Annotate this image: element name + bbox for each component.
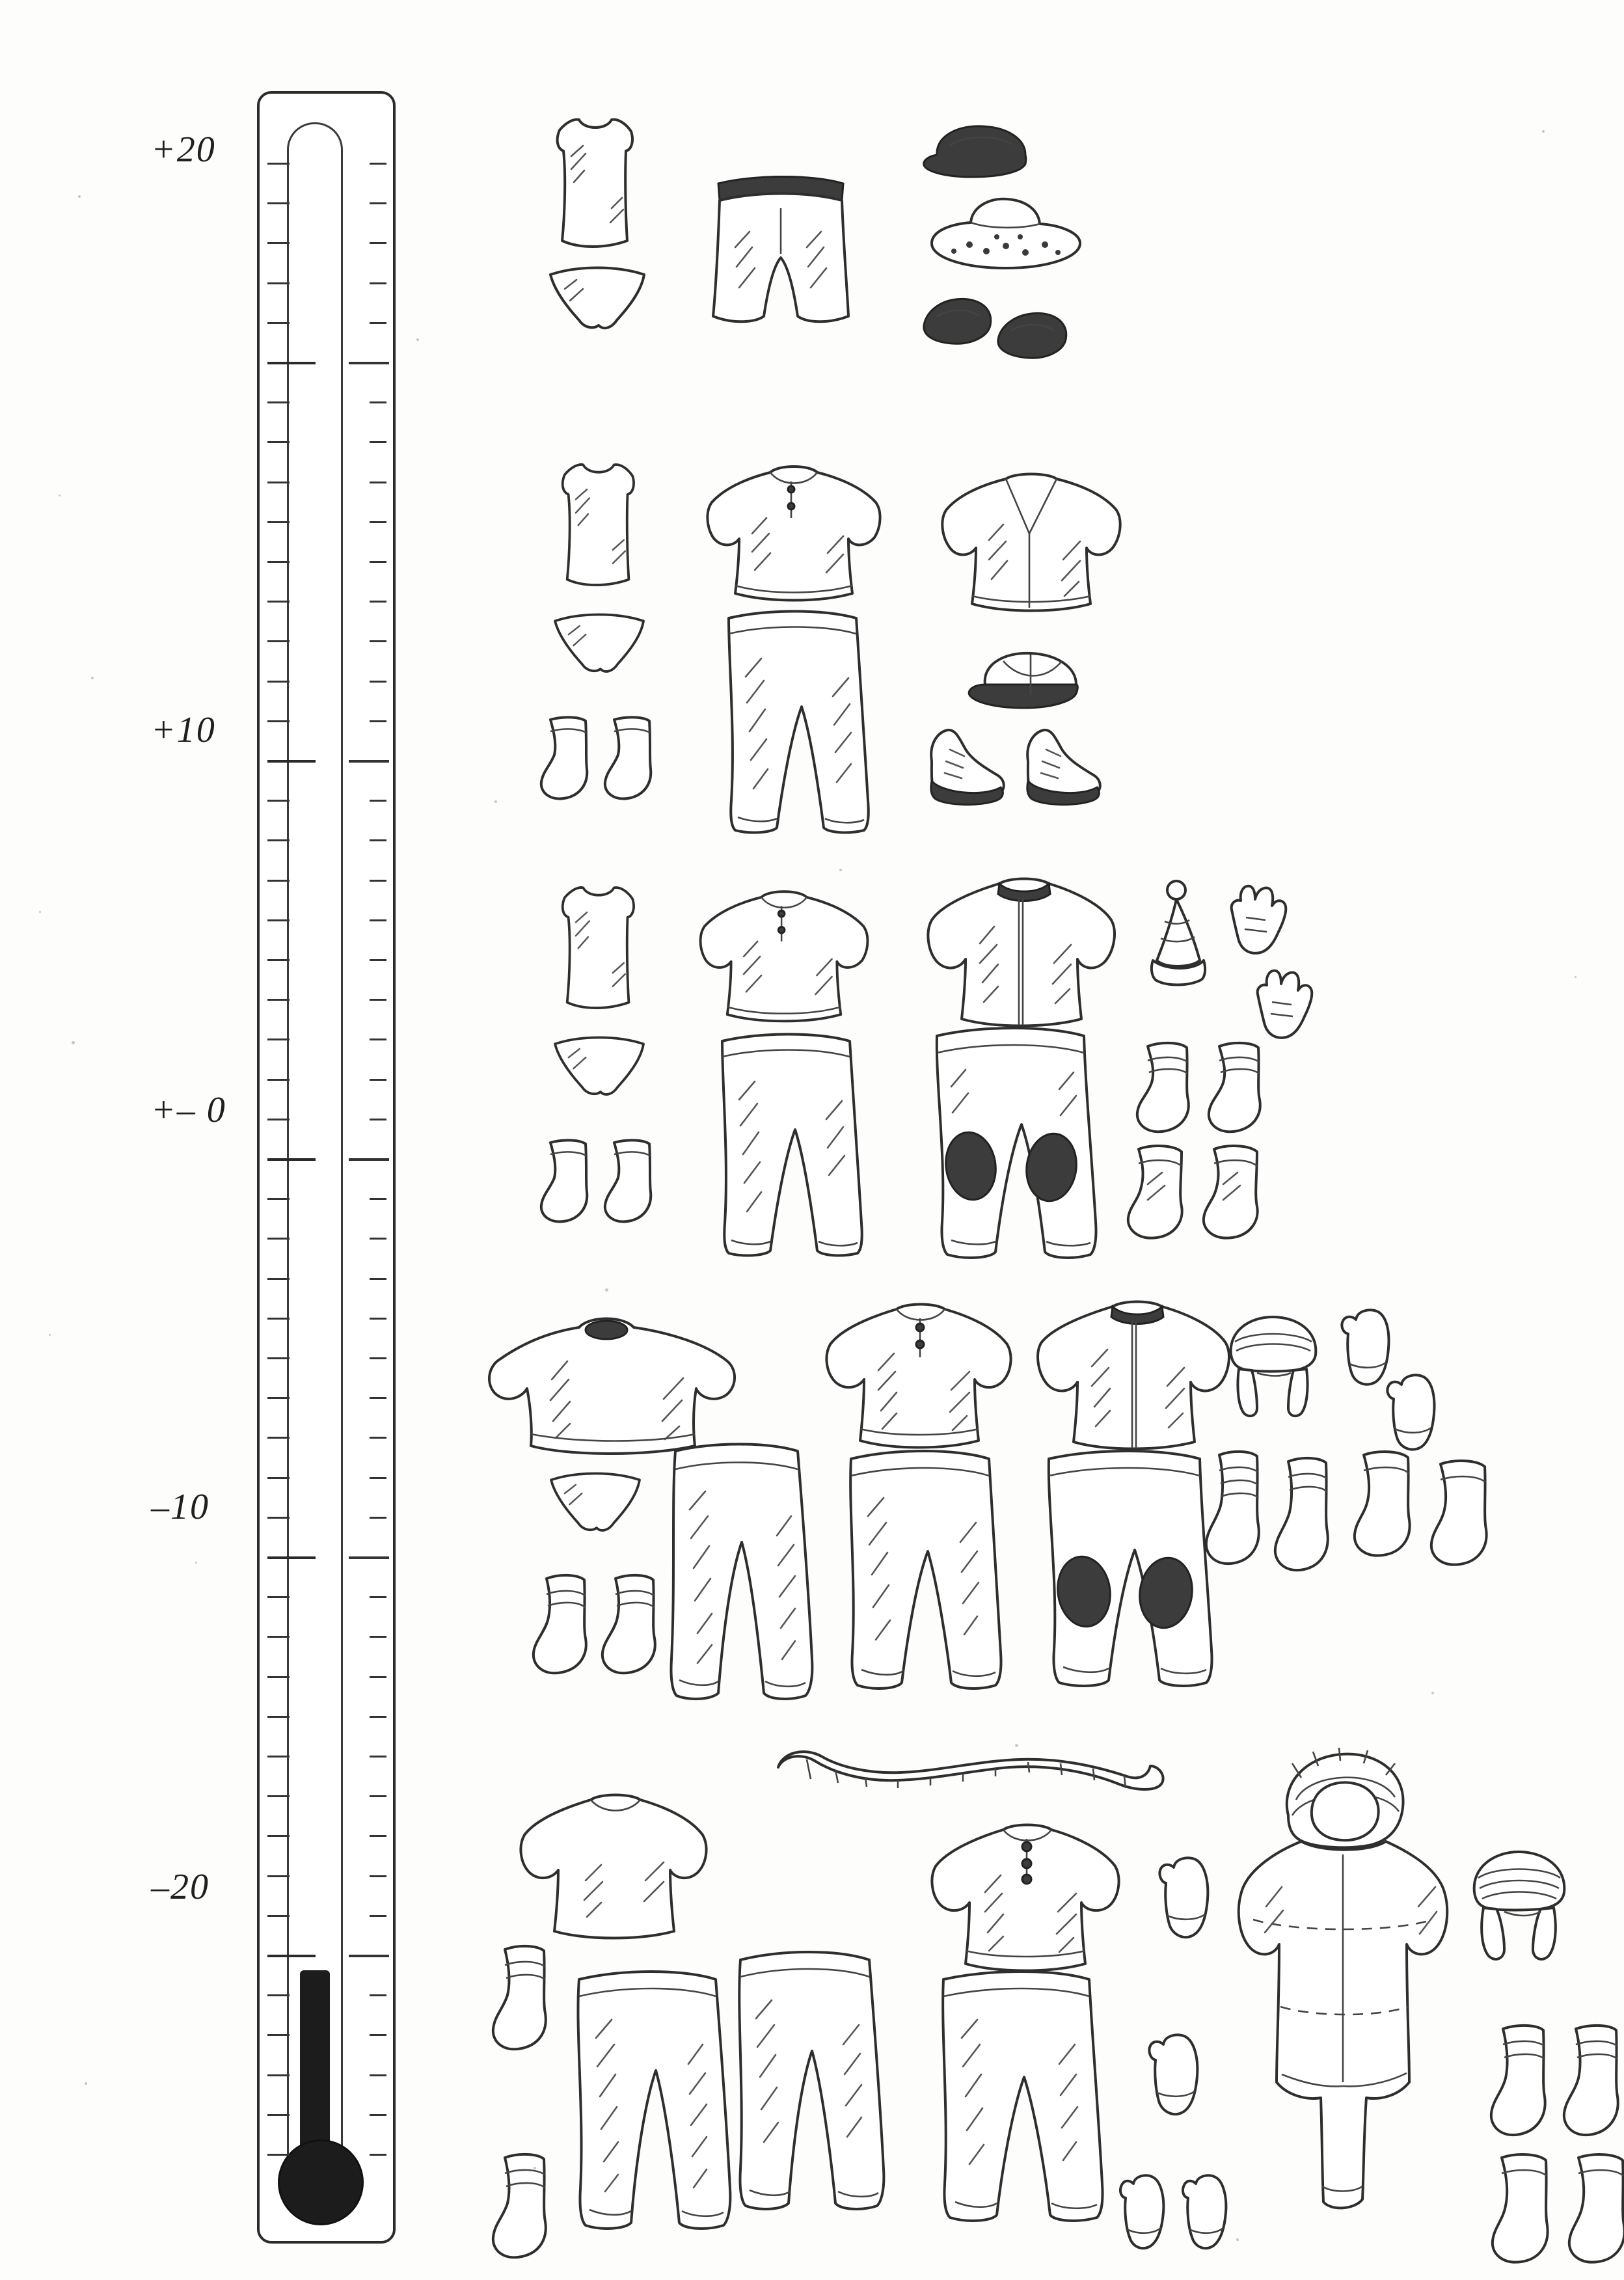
fleece-trousers [924,1965,1113,2238]
scale-tick-minor [267,1357,290,1359]
scale-tick-minor [267,601,290,603]
scale-tick-minor-right [370,1517,386,1519]
underpants [544,1028,655,1113]
wool-socks [1126,1035,1282,1145]
scale-tick-minor-right [370,1795,386,1797]
clothing-row-plus10 [468,455,1588,859]
scale-tick-minor-right [370,202,386,204]
scale-tick-minor [267,1676,290,1678]
scale-tick-minor [267,1636,290,1638]
scale-tick-minor-right [370,1397,386,1399]
scale-tick-minor [267,441,290,443]
paper-speck [72,1041,75,1044]
scale-tick-minor-right [370,1596,386,1598]
scale-tick-minor [267,1994,290,1996]
thermometer-label-zero: +– 0 [151,1090,226,1130]
scale-tick-minor [267,2074,290,2076]
tank-top [540,455,657,599]
paper-speck [195,1562,197,1564]
scale-tick-minor [267,202,290,204]
scale-tick-minor-right [370,1676,386,1678]
clothing-row-minus20 [468,1744,1588,2258]
thermometer-label-plus10: +10 [151,710,216,750]
underpants [540,1464,651,1549]
scale-tick-minor [267,561,290,563]
scale-tick-minor-right [370,1198,386,1200]
wool-socks [1197,1445,1353,1575]
cardigan [924,462,1139,625]
paper-speck [534,2167,536,2169]
scale-tick-minor-right [370,441,386,443]
paper-speck [1236,2238,1239,2241]
clothing-row-minus10 [468,1295,1588,1737]
scale-tick-minor [267,401,290,403]
scale-tick-minor-right [370,1716,386,1718]
scale-tick-minor [267,1835,290,1837]
scale-tick-minor [267,959,290,961]
scale-tick-major-right [349,760,389,763]
scale-tick-minor [267,1875,290,1877]
scale-tick-minor [267,1198,290,1200]
scale-tick-minor-right [370,1038,386,1040]
scale-tick-minor [267,1915,290,1917]
scale-tick-minor [267,640,290,642]
scale-tick-minor-right [370,1994,386,1996]
paper-speck [1015,1744,1018,1747]
thermometer-label-plus20: +20 [151,129,216,170]
scale-tick-minor [267,880,290,882]
scale-tick-minor-right [370,1636,386,1638]
scale-tick-minor [267,1596,290,1598]
paper-speck [91,677,94,679]
sun-hat [924,189,1087,280]
scale-tick-minor-right [370,1079,386,1081]
paper-speck [1431,1692,1434,1694]
scale-tick-minor [267,2114,290,2116]
scale-tick-minor-right [370,1835,386,1837]
scale-tick-minor-right [370,919,386,921]
snowsuit [1204,1744,1477,2251]
scale-tick-minor-right [370,322,386,324]
cap-dark [917,117,1041,189]
scale-tick-minor-right [370,1238,386,1240]
paper-speck [494,800,497,803]
tank-top [534,111,657,260]
scale-tick-major-right [349,362,389,364]
scale-tick-minor-right [370,640,386,642]
overall-trousers [1028,1445,1223,1705]
fleece-trousers [833,1445,1008,1705]
fur-hat [1210,1308,1334,1425]
scale-tick-minor [267,322,290,324]
scale-tick-minor-right [370,163,386,165]
long-sleeve-shirt [683,878,885,1035]
scale-tick-minor [267,1477,290,1479]
mittens [1379,1366,1451,1458]
scale-tick-minor [267,242,290,244]
underpants [544,605,655,690]
scale-tick-minor [267,919,290,921]
scale-tick-minor-right [370,242,386,244]
scale-tick-minor-right [370,2034,386,2036]
scale-tick-minor [267,720,290,722]
scale-tick-major [267,362,316,364]
scale-tick-minor-right [370,282,386,284]
socks [531,709,674,813]
scale-tick-minor-right [370,1875,386,1877]
scale-tick-minor-right [370,720,386,722]
scale-tick-minor-right [370,839,386,841]
paper-speck [839,869,842,871]
thermometer-tube [287,122,343,2159]
scale-tick-minor-right [370,561,386,563]
undershirt [508,1783,729,1946]
scale-tick-minor-right [370,800,386,802]
wool-trousers [722,1946,891,2225]
scale-tick-minor [267,1079,290,1081]
scale-tick-minor [267,163,290,165]
scale-tick-minor [267,800,290,802]
paper-speck [1575,976,1577,978]
scale-tick-major-right [349,1158,389,1161]
scale-tick-major [267,1955,316,1957]
long-johns [657,1438,820,1718]
scale-tick-minor [267,839,290,841]
scale-tick-minor [267,1397,290,1399]
scale-tick-minor [267,1278,290,1280]
scale-tick-minor [267,1437,290,1439]
paper-speck [49,1334,51,1336]
scale-tick-minor [267,1756,290,1758]
paper-speck [59,495,61,496]
scale-tick-major [267,1158,316,1161]
thermometer-label-minus20: –20 [151,1867,210,1907]
scale-tick-major-right [349,1955,389,1957]
scale-tick-minor [267,1318,290,1320]
overall-jacket [911,872,1132,1035]
socks [531,1132,674,1236]
thermometer [257,91,397,2245]
socks [524,1568,674,1685]
boots [1119,1139,1282,1249]
scale-tick-minor [267,999,290,1001]
scale-tick-minor [267,2034,290,2036]
cap [963,644,1100,722]
scale-tick-minor [267,681,290,683]
scale-tick-minor-right [370,521,386,523]
scale-tick-minor-right [370,2114,386,2116]
scale-tick-major-right [349,1556,389,1559]
scale-tick-minor-right [370,681,386,683]
fleece-shirt [813,1295,1028,1458]
scale-tick-minor-right [370,482,386,483]
winter-overall-trousers [917,1022,1106,1275]
thermometer-bulb [278,2139,364,2225]
long-sleeve-shirt [690,455,898,612]
clothing-row-zero [468,872,1588,1295]
scale-tick-minor-right [370,1119,386,1120]
scale-tick-minor-right [370,2154,386,2156]
scale-tick-minor [267,482,290,483]
thermometer-label-minus10: –10 [151,1487,210,1527]
paper-speck [416,338,419,341]
scale-tick-minor-right [370,1437,386,1439]
scale-tick-minor [267,1517,290,1519]
scale-tick-minor [267,1119,290,1120]
tank-top [540,878,657,1022]
fur-hat [1451,1841,1581,1972]
beanie-hat [1139,878,1223,996]
scale-tick-minor [267,1238,290,1240]
trousers [703,1028,872,1275]
scale-tick-minor-right [370,880,386,882]
paper-speck [39,911,41,913]
paper-speck [85,2082,87,2085]
scale-tick-minor [267,521,290,523]
fleece-shirt [917,1815,1139,1978]
scale-tick-minor-right [370,999,386,1001]
scale-tick-minor-right [370,1357,386,1359]
gloves [1220,878,1298,963]
wool-socks [1483,2017,1624,2147]
scale-tick-minor [267,1716,290,1718]
sneakers [917,716,1113,820]
scale-tick-minor [267,2154,290,2156]
shorts [703,169,859,345]
scale-tick-major [267,760,316,763]
thermometer-mercury-column [300,1970,330,2159]
scale-tick-minor-right [370,1756,386,1758]
paper-speck [605,1288,608,1292]
long-johns [560,1965,735,2245]
paper-speck [78,195,81,198]
scale-tick-minor-right [370,1318,386,1320]
scale-tick-minor-right [370,401,386,403]
scale-tick-minor [267,1038,290,1040]
scale-tick-minor-right [370,959,386,961]
scale-tick-major [267,1556,316,1559]
scale-tick-minor [267,282,290,284]
scale-tick-minor-right [370,1278,386,1280]
trousers [709,605,878,852]
scale-tick-minor-right [370,1477,386,1479]
clothing-row-plus20 [468,104,1588,442]
winter-boots [1347,1445,1503,1575]
scale-tick-minor [267,1795,290,1797]
sandals [917,280,1080,364]
scale-tick-minor-right [370,2074,386,2076]
winter-boots [1483,2147,1624,2271]
scale-tick-minor-right [370,1915,386,1917]
underpants [539,260,656,345]
scale-tick-minor-right [370,601,386,603]
paper-speck [1542,130,1545,133]
